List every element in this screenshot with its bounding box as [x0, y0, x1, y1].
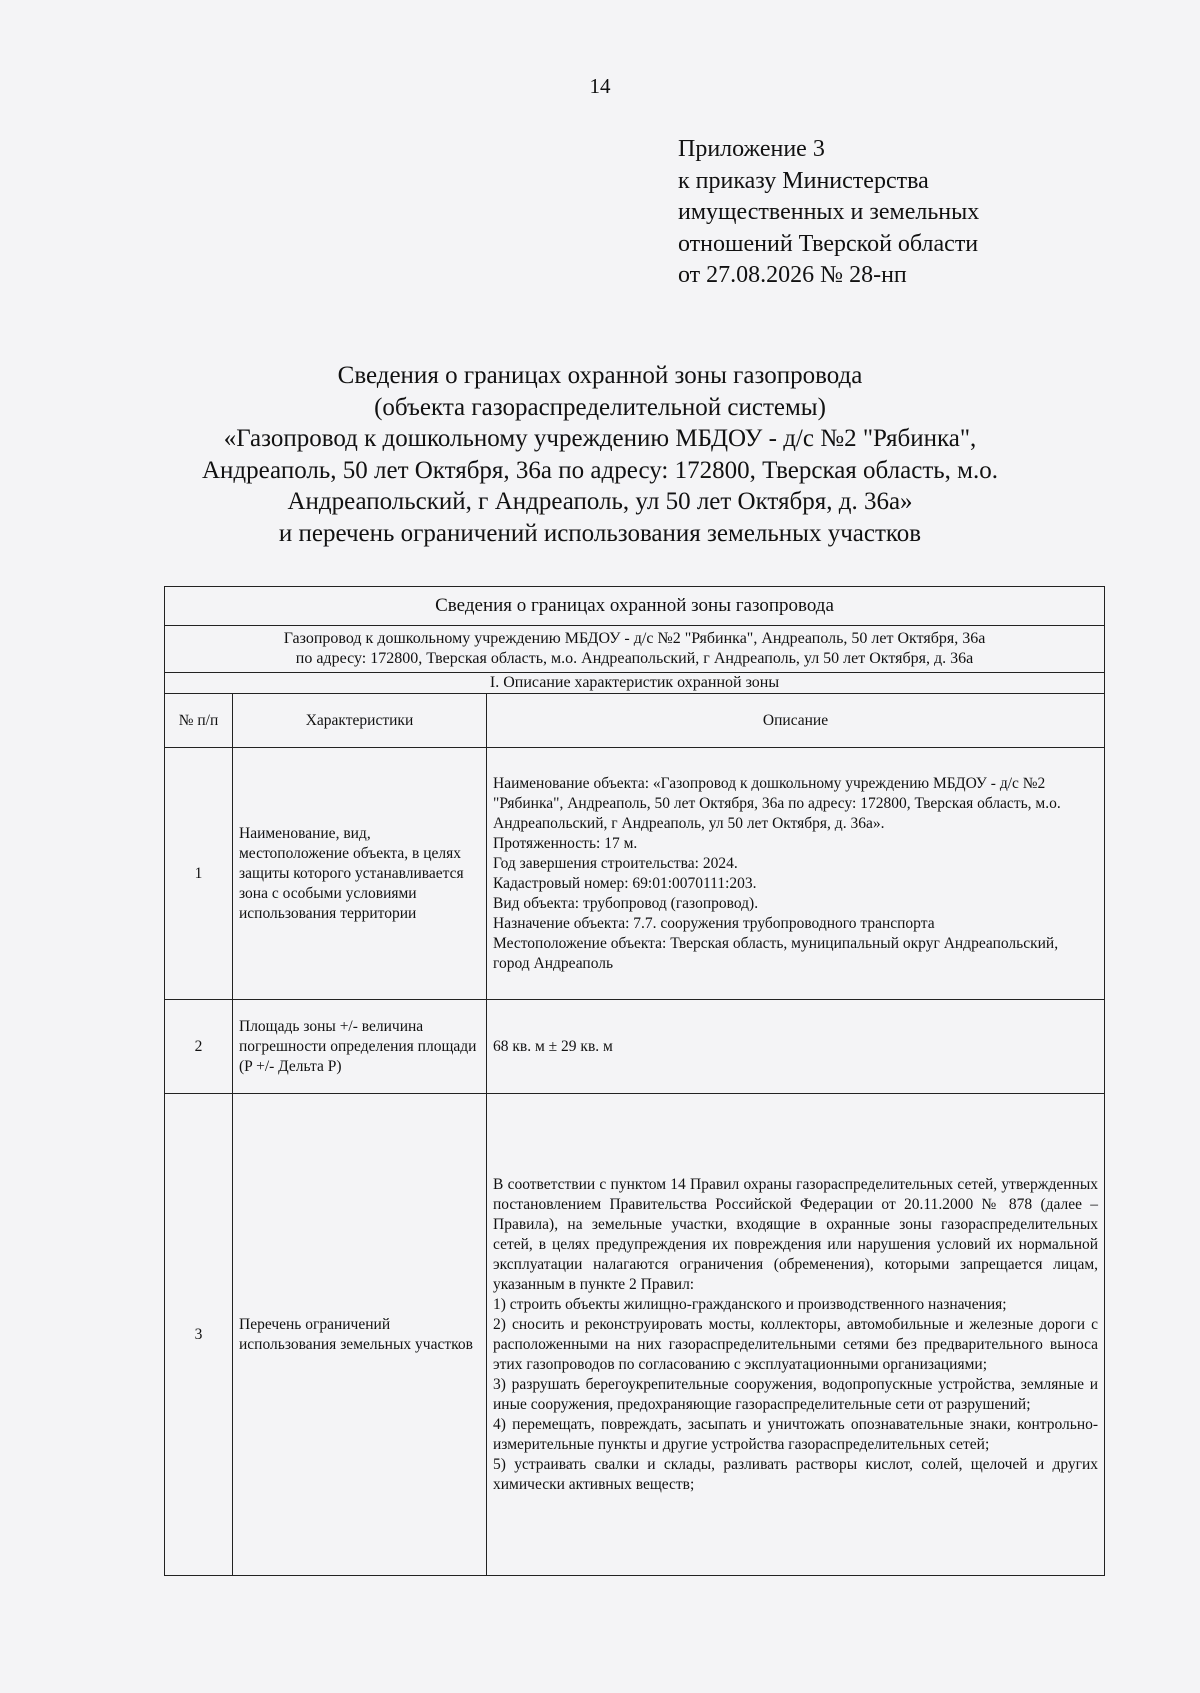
table-row [165, 1094, 1105, 1576]
row-number: 2 [165, 1000, 233, 1094]
appendix-line: Приложение 3 [678, 136, 825, 162]
title-line: и перечень ограничений использования земельных участков [278, 519, 922, 547]
object-line: Газопровод к дошкольному учреждению МБДОУ - д/с №2 "Рябинка", Андреаполь, 50 лет Октября, 36а [283, 630, 986, 647]
description-line: Год завершения строительства: 2024. [493, 854, 738, 872]
row-characteristic: Площадь зоны +/- величина погрешности определения площади (P +/- Дельта P) [233, 1000, 487, 1094]
section-heading: I. Описание характеристик охранной зоны [165, 673, 1105, 694]
row-description [487, 1094, 1105, 1576]
description-line: Наименование объекта: «Газопровод к дошкольному учреждению МБДОУ - д/с №2 "Рябинка", Андреаполь, 50 лет Октября, 36а по адресу: 172800, Тверская область, м.о. Андреапольский, г Андреаполь, ул 50 лет Октября, д. 36а». [493, 774, 1061, 832]
column-header-description: Описание [487, 694, 1105, 748]
row-characteristic: Наименование, вид, местоположение объекта, в целях защиты которого устанавливается зона с особыми условиями использования территории [233, 748, 487, 1000]
description-paragraph: 2) сносить и реконструировать мосты, коллекторы, автомобильные и железные дороги с расположенными на них газораспределительными сетями без предварительного выноса этих газопроводов по согласованию с эксплуатационными организациями; [493, 1315, 1099, 1373]
column-header-characteristics: Характеристики [233, 694, 487, 748]
document-title [0, 360, 1200, 550]
appendix-line: к приказу Министерства [678, 167, 929, 194]
object-name-cell [165, 626, 1105, 673]
table-row [165, 748, 1105, 1000]
row-characteristic: Перечень ограничений использования земельных участков [233, 1094, 487, 1576]
description-paragraph: 5) устраивать свалки и склады, разливать растворы кислот, солей, щелочей и других химически активных веществ; [493, 1455, 1099, 1493]
title-line: Андреаполь, 50 лет Октября, 36а по адресу: 172800, Тверская область, м.о. [202, 456, 998, 484]
row-description [487, 748, 1105, 1000]
description-line: Протяженность: 17 м. [493, 834, 638, 852]
title-line: Сведения о границах охранной зоны газопровода [337, 362, 863, 389]
description-paragraph: 3) разрушать берегоукрепительные сооружения, водопропускные устройства, земляные и иные сооружения, предохраняющие газораспределительные сети от разрушений; [493, 1375, 1099, 1413]
description-line: Вид объекта: трубопровод (газопровод). [493, 894, 759, 912]
appendix-line: от 27.08.2026 № 28-нп [678, 262, 907, 288]
zone-info-table [164, 586, 1105, 1576]
description-line: Назначение объекта: 7.7. сооружения трубопроводного транспорта [493, 914, 935, 932]
row-number: 1 [165, 748, 233, 1000]
row-number: 3 [165, 1094, 233, 1576]
description-paragraph: 4) перемещать, повреждать, засыпать и уничтожать опознавательные знаки, контрольно-измерительные пункты и другие устройства газораспределительных сетей; [493, 1415, 1099, 1453]
description-line: 68 кв. м ± 29 кв. м [493, 1037, 613, 1055]
column-header-number: № п/п [165, 694, 233, 748]
title-line: (объекта газораспределительной системы) [374, 393, 826, 421]
title-line: Андреапольский, г Андреаполь, ул 50 лет Октября, д. 36а» [287, 488, 913, 516]
column-header-row [165, 694, 1105, 748]
description-paragraph: 1) строить объекты жилищно-гражданского и производственного назначения; [493, 1295, 1007, 1313]
appendix-block [678, 134, 979, 292]
table-header: Сведения о границах охранной зоны газопровода [165, 587, 1105, 626]
description-line: Кадастровый номер: 69:01:0070111:203. [493, 874, 757, 892]
table-row [165, 1000, 1105, 1094]
description-line: Местоположение объекта: Тверская область, муниципальный округ Андреапольский, город Андреаполь [493, 934, 1059, 972]
object-line: по адресу: 172800, Тверская область, м.о. Андреапольский, г Андреаполь, ул 50 лет Октября, д. 36а [295, 650, 974, 667]
appendix-line: отношений Тверской области [678, 230, 979, 257]
page-number: 14 [589, 74, 611, 98]
title-line: «Газопровод к дошкольному учреждению МБДОУ - д/с №2 "Рябинка", [223, 425, 977, 453]
row-description [487, 1000, 1105, 1094]
description-paragraph: В соответствии с пунктом 14 Правил охраны газораспределительных сетей, утвержденных постановлением Правительства Российской Федерации от 20.11.2000 № 878 (далее – Правила), на земельные участки, входящие в охранные зоны газораспределительных сетей, в целях предупреждения их повреждения или нарушения условий их нормальной эксплуатации налагаются ограничения (обременения), которыми запрещается лицам, указанным в пункте 2 Правил: [493, 1175, 1099, 1293]
appendix-line: имущественных и земельных [678, 199, 980, 225]
